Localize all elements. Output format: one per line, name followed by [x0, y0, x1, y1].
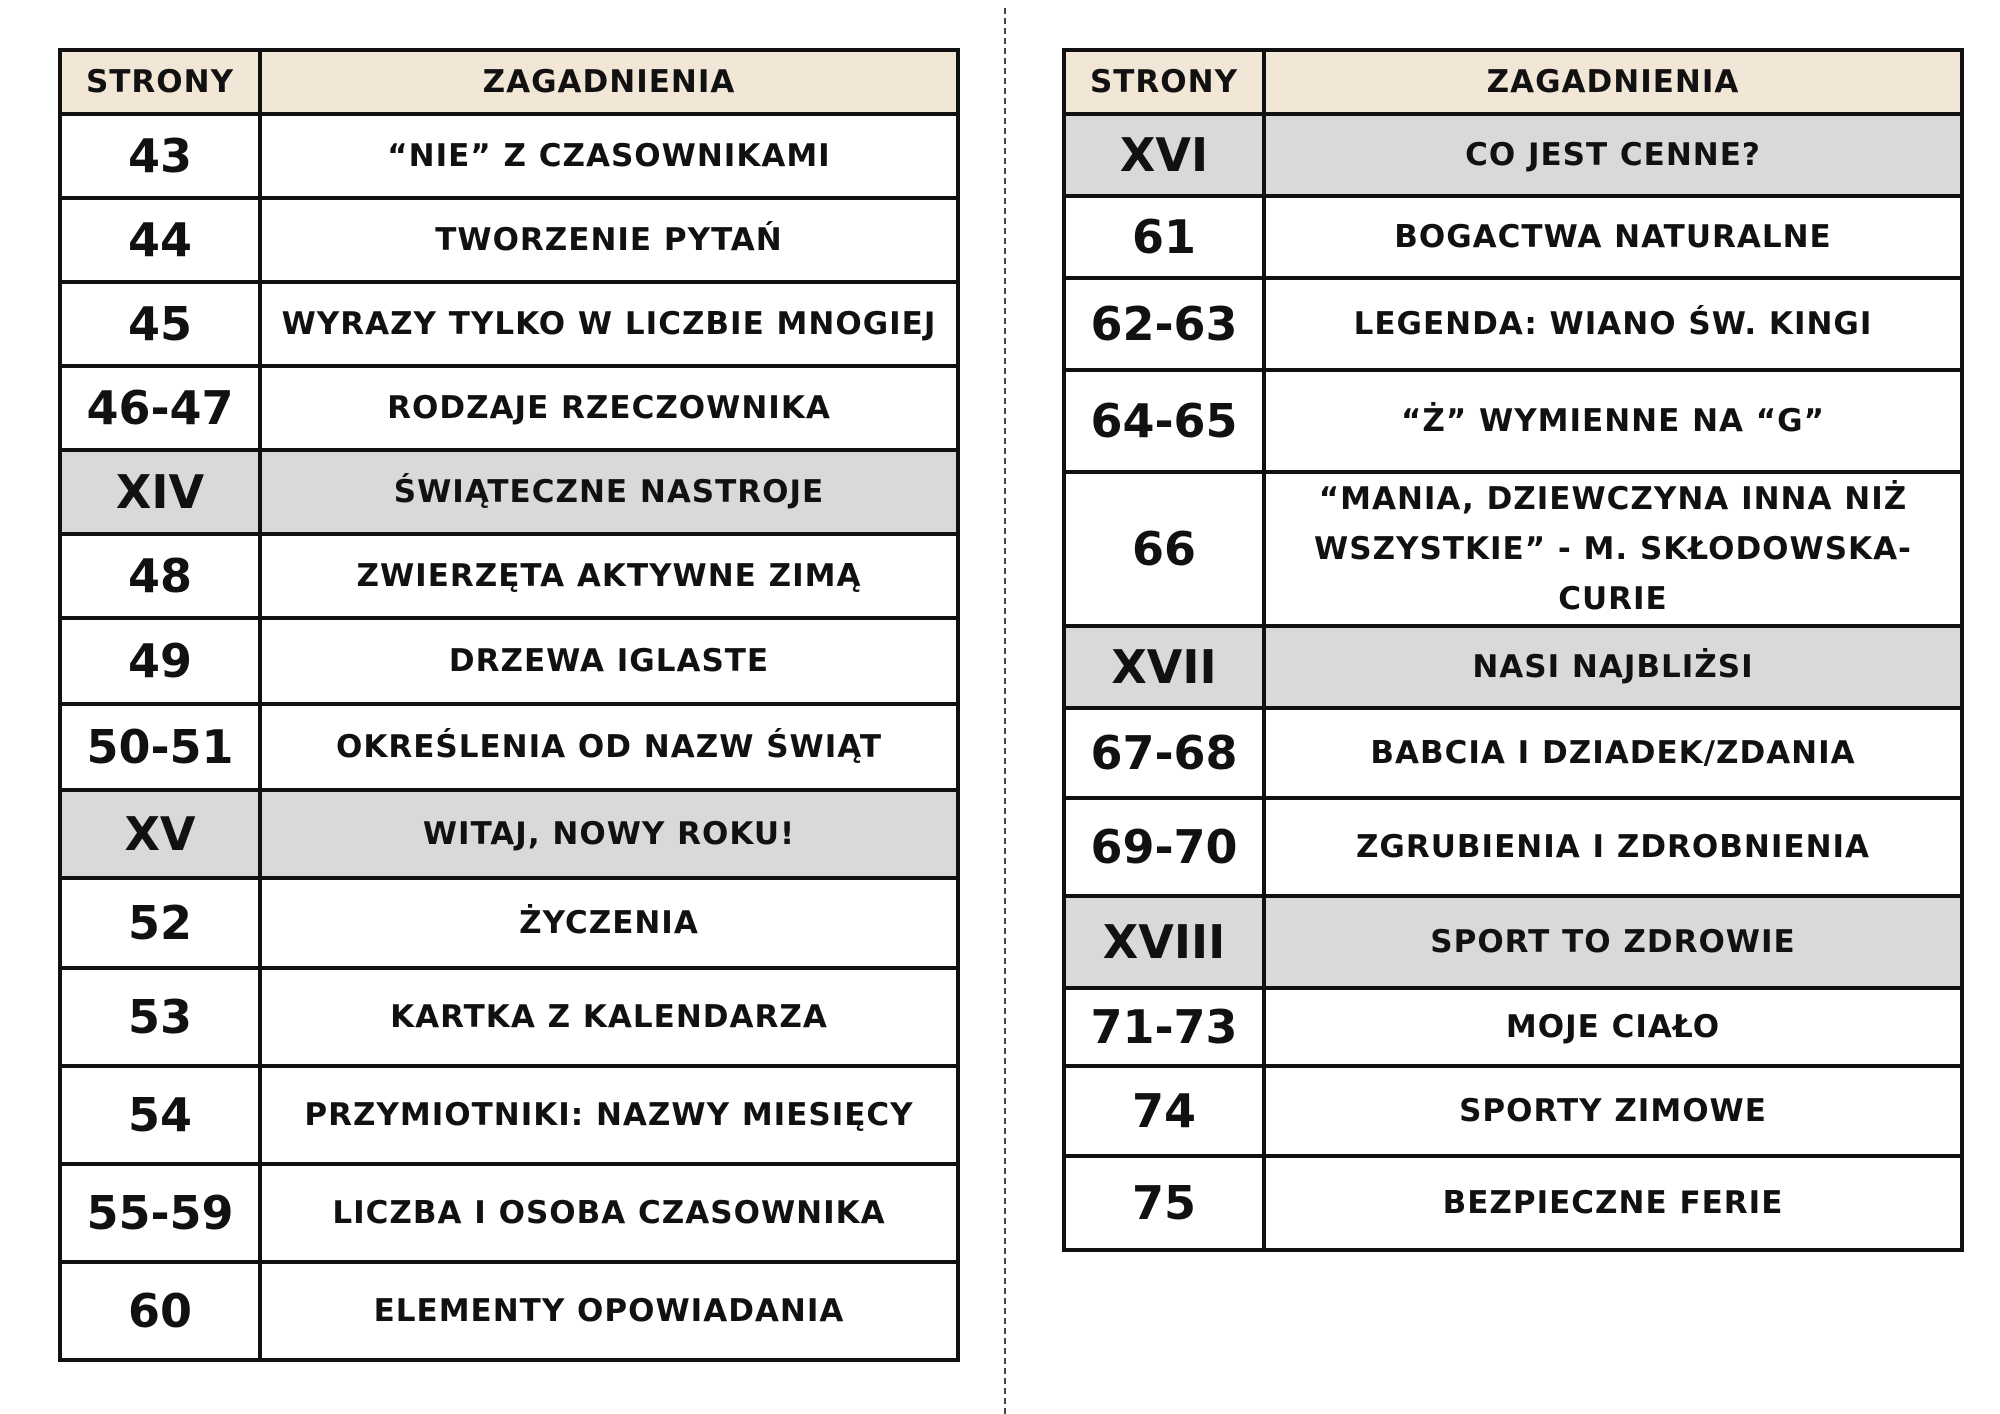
section-number-cell: XV [60, 790, 260, 878]
table-row [1064, 798, 1962, 896]
section-title-cell: WITAJ, NOWY ROKU! [260, 790, 958, 878]
topic-cell: “MANIA, DZIEWCZYNA INNA NIŻ WSZYSTKIE” - M. SKŁODOWSKA-CURIE [1264, 472, 1962, 626]
topic-cell: DRZEWA IGLASTE [260, 618, 958, 704]
table-row [1064, 196, 1962, 278]
page-cell: 55-59 [60, 1164, 260, 1262]
section-row [60, 790, 958, 878]
topic-cell: BOGACTWA NATURALNE [1264, 196, 1962, 278]
section-title-cell: NASI NAJBLIŻSI [1264, 626, 1962, 708]
right-toc-table [1062, 48, 1964, 1252]
table-row [60, 282, 958, 366]
section-row [1064, 626, 1962, 708]
left-toc-table [58, 48, 960, 1362]
table-row [1064, 988, 1962, 1066]
topic-cell: OKREŚLENIA OD NAZW ŚWIĄT [260, 704, 958, 790]
topic-cell: WYRAZY TYLKO W LICZBIE MNOGIEJ [260, 282, 958, 366]
page-cell: 54 [60, 1066, 260, 1164]
page-cell: 48 [60, 534, 260, 618]
section-title-cell: CO JEST CENNE? [1264, 114, 1962, 196]
topic-cell: SPORTY ZIMOWE [1264, 1066, 1962, 1156]
topic-cell: KARTKA Z KALENDARZA [260, 968, 958, 1066]
header-topics: ZAGADNIENIA [1264, 50, 1962, 114]
table-row [1064, 472, 1962, 626]
section-row [60, 450, 958, 534]
topic-cell: ŻYCZENIA [260, 878, 958, 968]
table-row [1064, 708, 1962, 798]
page-cell: 60 [60, 1262, 260, 1360]
section-number-cell: XIV [60, 450, 260, 534]
section-number-cell: XVI [1064, 114, 1264, 196]
table-row [1064, 1066, 1962, 1156]
section-title-cell: SPORT TO ZDROWIE [1264, 896, 1962, 988]
header-row [1064, 50, 1962, 114]
topic-cell: “Ż” WYMIENNE NA “G” [1264, 370, 1962, 472]
page-cell: 62-63 [1064, 278, 1264, 370]
section-row [1064, 896, 1962, 988]
topic-cell: ZGRUBIENIA I ZDROBNIENIA [1264, 798, 1962, 896]
header-row [60, 50, 958, 114]
section-title-cell: ŚWIĄTECZNE NASTROJE [260, 450, 958, 534]
page-cell: 66 [1064, 472, 1264, 626]
page-cell: 46-47 [60, 366, 260, 450]
table-row [60, 198, 958, 282]
table-row [60, 968, 958, 1066]
topic-cell: MOJE CIAŁO [1264, 988, 1962, 1066]
table-row [60, 704, 958, 790]
header-topics: ZAGADNIENIA [260, 50, 958, 114]
table-row [1064, 1156, 1962, 1250]
page-cell: 53 [60, 968, 260, 1066]
table-row [1064, 278, 1962, 370]
topic-cell: LEGENDA: WIANO ŚW. KINGI [1264, 278, 1962, 370]
topic-cell: LICZBA I OSOBA CZASOWNIKA [260, 1164, 958, 1262]
topic-cell: TWORZENIE PYTAŃ [260, 198, 958, 282]
table-row [60, 1164, 958, 1262]
page-divider [1004, 8, 1006, 1414]
topic-cell: RODZAJE RZECZOWNIKA [260, 366, 958, 450]
topic-cell: PRZYMIOTNIKI: NAZWY MIESIĘCY [260, 1066, 958, 1164]
table-row [60, 1066, 958, 1164]
page-cell: 69-70 [1064, 798, 1264, 896]
page-cell: 75 [1064, 1156, 1264, 1250]
page-cell: 64-65 [1064, 370, 1264, 472]
table-row [60, 114, 958, 198]
section-row [1064, 114, 1962, 196]
topic-cell: BEZPIECZNE FERIE [1264, 1156, 1962, 1250]
section-number-cell: XVII [1064, 626, 1264, 708]
topic-cell: ZWIERZĘTA AKTYWNE ZIMĄ [260, 534, 958, 618]
table-row [60, 534, 958, 618]
page-cell: 50-51 [60, 704, 260, 790]
topic-cell: “NIE” Z CZASOWNIKAMI [260, 114, 958, 198]
table-row [60, 366, 958, 450]
page-cell: 52 [60, 878, 260, 968]
page-cell: 61 [1064, 196, 1264, 278]
page-cell: 45 [60, 282, 260, 366]
table-row [60, 1262, 958, 1360]
table-row [1064, 370, 1962, 472]
page-cell: 71-73 [1064, 988, 1264, 1066]
page-cell: 67-68 [1064, 708, 1264, 798]
header-pages: STRONY [1064, 50, 1264, 114]
page-cell: 43 [60, 114, 260, 198]
page-cell: 44 [60, 198, 260, 282]
header-pages: STRONY [60, 50, 260, 114]
topic-cell: BABCIA I DZIADEK/ZDANIA [1264, 708, 1962, 798]
table-row [60, 618, 958, 704]
topic-cell: ELEMENTY OPOWIADANIA [260, 1262, 958, 1360]
section-number-cell: XVIII [1064, 896, 1264, 988]
table-row [60, 878, 958, 968]
page-cell: 74 [1064, 1066, 1264, 1156]
page-cell: 49 [60, 618, 260, 704]
